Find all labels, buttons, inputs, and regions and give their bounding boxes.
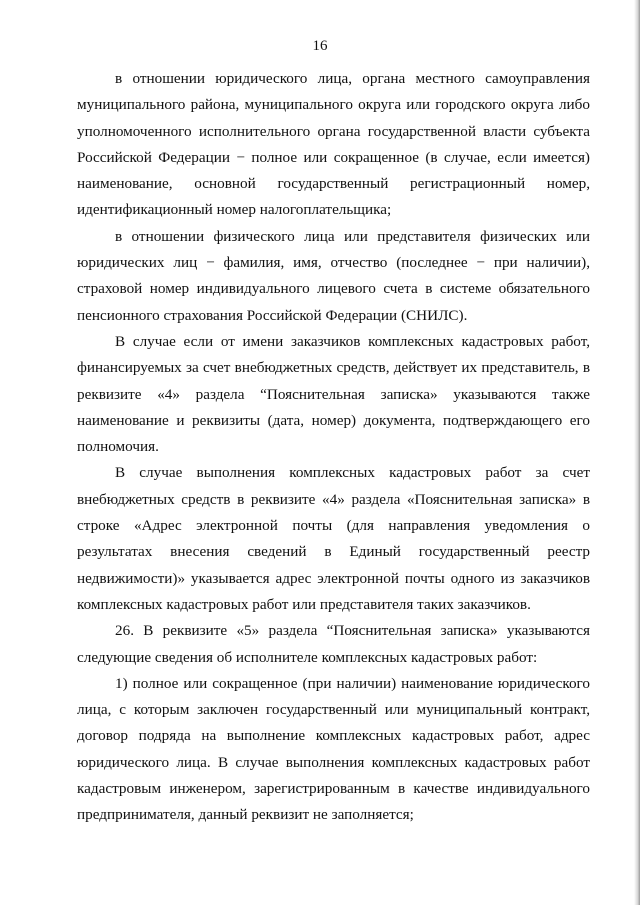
paragraph-email-address: В случае выполнения комплексных кадастровых работ за счет внебюджетных средств в реквизите «4» раздела «Пояснительная записка» в строке «Адрес электронной почты (для направления уведомления о результатах внесения сведений в Единый государственный реестр недвижимости)» указывается адрес электронной почты одного из заказчиков комплексных кадастровых работ или представителя таких заказчиков. [77,464,590,613]
paragraph-item-26-1: 1) полное или сокращенное (при наличии) наименование юридического лица, с которым заключен государственный или муниципальный контракт, договор подряда на выполнение комплексных кадастровых работ, адрес юридического лица. В случае выполнения комплексных кадастровых работ кадастровым инженером, зарегистрированным в качестве индивидуального предпринимателя, данный реквизит не заполняется; [77,674,590,824]
page-number: 16 [312,38,328,54]
paragraph-legal-entity: в отношении юридического лица, органа местного самоуправления муниципального района, муниципального округа или городского округа либо уполномоченного исполнительного органа государственной власти субъекта Российской Федерации − полное или сокращенное (в случае, если имеется) наименование, основной государственный регистрационный номер, идентификационный номер налогоплательщика; [77,70,590,219]
document-body [77,66,590,829]
paragraph-representative: В случае если от имени заказчиков комплексных кадастровых работ, финансируемых за счет внебюджетных средств, действует их представитель, в реквизите «4» раздела “Пояснительная записка» указываются также наименование и реквизиты (дата, номер) документа, подтверждающего его полномочия. [77,332,590,456]
paragraph-item-26: 26. В реквизите «5» раздела “Пояснительная записка» указываются следующие сведения об исполнителе комплексных кадастровых работ: [77,622,590,666]
scan-edge-shadow [634,0,640,905]
paragraph-individual: в отношении физического лица или представителя физических или юридических лиц − фамилия, имя, отчество (последнее − при наличии), страховой номер индивидуального лицевого счета в системе обязательного пенсионного страхования Российской Федерации (СНИЛС). [77,227,590,324]
